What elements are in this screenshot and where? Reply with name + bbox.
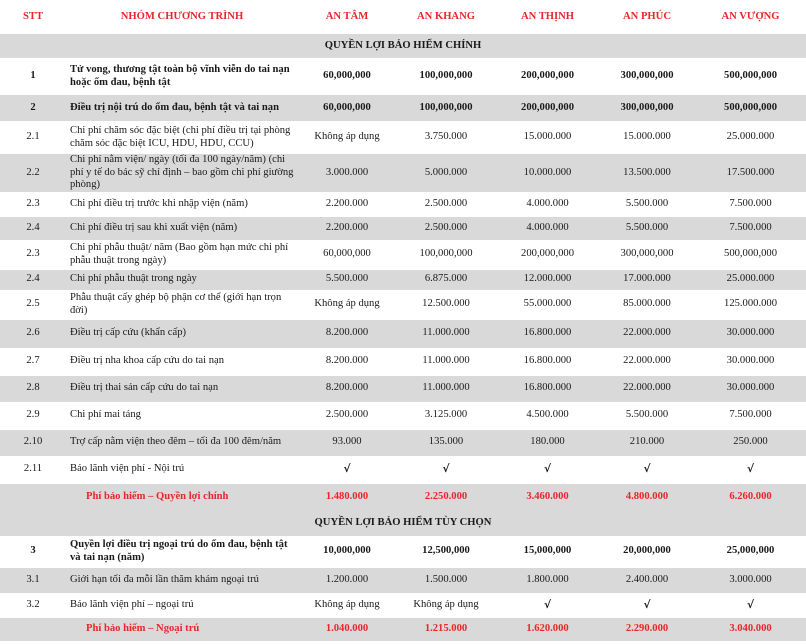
row-value: 2.500.000 [424, 197, 468, 209]
row-benefit-name: Bảo lãnh viện phí – ngoại trú [70, 598, 194, 610]
row-value: 11.000.000 [396, 320, 496, 348]
row-value: 500,000,000 [695, 95, 806, 121]
row-value: 135.000 [396, 430, 496, 456]
row-value: Không áp dụng [314, 598, 380, 610]
row-stt: 2.4 [0, 217, 66, 240]
row-value: 10,000,000 [323, 545, 371, 557]
row-stt: 2 [0, 95, 66, 121]
row-value: 11.000.000 [396, 376, 496, 402]
row-value: 3.125.000 [424, 409, 468, 421]
row-value: 5.500.000 [599, 217, 695, 240]
row-stt: 2.4 [0, 270, 66, 290]
check-icon: √ [643, 598, 651, 611]
header-stt: STT [22, 10, 44, 22]
row-value: 100,000,000 [419, 70, 473, 82]
section-header-row [0, 512, 806, 536]
check-icon: √ [442, 463, 450, 476]
row-stt: 3.1 [0, 568, 66, 593]
row-value: 2.200.000 [298, 217, 396, 240]
row-stt: 2.5 [26, 298, 40, 310]
row-benefit-name: Bảo lãnh viện phí - Nội trú [70, 463, 185, 475]
row-value: 60,000,000 [323, 70, 371, 82]
row-value: 1.200.000 [298, 568, 396, 593]
row-stt: 2.8 [0, 376, 66, 402]
check-icon: √ [543, 463, 552, 476]
row-benefit-name: Chi phí nằm viện/ ngày (tối đa 100 ngày/năm) (chi phí y tế do bác sỹ chỉ định – bao gồm chi phí giường phòng) [66, 154, 298, 192]
row-value: 5.000.000 [396, 154, 496, 192]
row-value: 300,000,000 [599, 95, 695, 121]
row-value: 16.800.000 [496, 320, 599, 348]
row-value: 2.500.000 [325, 409, 369, 421]
row-stt: 2.6 [0, 320, 66, 348]
header-plan-an-phuc: AN PHÚC [623, 10, 671, 22]
row-value: 3.460.000 [496, 484, 599, 512]
row-value: 8.200.000 [325, 355, 369, 367]
check-icon: √ [343, 463, 351, 476]
row-stt: 2.2 [0, 154, 66, 192]
benefit-row [0, 376, 806, 402]
row-stt: 2.9 [26, 409, 40, 421]
row-benefit-name: Điều trị nội trú do ốm đau, bệnh tật và tai nạn [66, 95, 298, 121]
row-value: 2.400.000 [599, 568, 695, 593]
row-benefit-name: Chi phí phẫu thuật/ năm (Bao gồm hạn mức chi phí phẫu thuật trong ngày) [70, 242, 289, 266]
row-value: 100,000,000 [396, 95, 496, 121]
row-value: 60,000,000 [323, 248, 371, 260]
row-value: 8.200.000 [298, 376, 396, 402]
row-value: 55.000.000 [523, 298, 572, 310]
row-value: 13.500.000 [599, 154, 695, 192]
row-value: 5.500.000 [298, 270, 396, 290]
header-plan-an-thinh: AN THỊNH [520, 10, 575, 22]
row-value: 300,000,000 [620, 248, 674, 260]
row-value: 2.500.000 [396, 217, 496, 240]
row-value: 1.500.000 [396, 568, 496, 593]
row-value: 20,000,000 [623, 545, 671, 557]
row-value: 17.500.000 [695, 154, 806, 192]
row-benefit-name: Trợ cấp nằm viện theo đêm – tối đa 100 đêm/năm [66, 430, 298, 456]
premium-row [0, 618, 806, 641]
row-stt: 3.2 [26, 598, 40, 610]
row-stt: 2.11 [23, 463, 43, 475]
row-value: 5.500.000 [625, 197, 669, 209]
row-benefit-name: Điều trị thai sản cấp cứu do tai nạn [66, 376, 298, 402]
row-benefit-name: Điều trị cấp cứu (khẩn cấp) [66, 320, 298, 348]
header-plan-an-vuong: AN VƯỢNG [721, 10, 780, 22]
benefit-row [0, 536, 806, 568]
benefit-row [0, 270, 806, 290]
benefit-row [0, 95, 806, 121]
row-benefit-name: Giới hạn tối đa mỗi lần thăm khám ngoại trú [66, 568, 298, 593]
row-stt [0, 618, 66, 641]
row-value: 11.000.000 [422, 355, 470, 367]
row-benefit-name: Phẫu thuật cấy ghép bộ phận cơ thể (giới hạn trọn đời) [70, 292, 282, 316]
row-value: 100,000,000 [419, 248, 473, 260]
benefit-row [0, 121, 806, 154]
row-value: 4.000.000 [526, 197, 569, 209]
row-value: 93.000 [298, 430, 396, 456]
section-title: QUYỀN LỢI BẢO HIỂM TÙY CHỌN [0, 512, 806, 536]
row-value: 8.200.000 [298, 320, 396, 348]
benefit-row [0, 430, 806, 456]
row-value: 7.500.000 [695, 217, 806, 240]
row-value: 3.000.000 [298, 154, 396, 192]
benefit-row [0, 456, 806, 484]
row-benefit-name: Chi phí mai táng [70, 409, 141, 421]
row-value: 210.000 [599, 430, 695, 456]
row-value: 16.800.000 [523, 355, 572, 367]
row-value: 7.500.000 [729, 197, 772, 209]
row-benefit-name: Quyền lợi điều trị ngoại trú do ốm đau, bệnh tật và tai nạn (năm) [70, 539, 288, 563]
row-value: Không áp dụng [314, 131, 380, 143]
row-value: 1.040.000 [298, 618, 396, 641]
row-value: 85.000.000 [623, 298, 671, 310]
row-value: 1.800.000 [496, 568, 599, 593]
premium-row [0, 484, 806, 512]
benefit-row [0, 402, 806, 430]
row-value: 25.000.000 [726, 131, 775, 143]
check-icon: √ [746, 598, 755, 611]
row-value: 125.000.000 [724, 298, 777, 310]
row-value: 3.750.000 [424, 131, 468, 143]
row-value: 4.000.000 [496, 217, 599, 240]
row-value: 3.000.000 [695, 568, 806, 593]
benefit-row [0, 217, 806, 240]
row-value: 17.000.000 [599, 270, 695, 290]
header-plan-an-tam: AN TÂM [325, 10, 369, 22]
row-value: 500,000,000 [724, 70, 777, 82]
benefit-row [0, 348, 806, 376]
check-icon: √ [746, 463, 755, 476]
header-row [0, 0, 806, 34]
row-value: 200,000,000 [521, 70, 574, 82]
check-icon: √ [543, 598, 552, 611]
row-value: Không áp dụng [314, 298, 380, 310]
row-value: 15,000,000 [523, 545, 572, 557]
row-value: 2.250.000 [396, 484, 496, 512]
row-value: 15.000.000 [523, 131, 572, 143]
row-value: 1.620.000 [496, 618, 599, 641]
benefit-row [0, 320, 806, 348]
row-benefit-name: Phí bảo hiểm – Ngoại trú [66, 618, 298, 641]
benefit-row [0, 58, 806, 95]
row-stt: 2.10 [0, 430, 66, 456]
row-value: 60,000,000 [298, 95, 396, 121]
header-program-group: NHÓM CHƯƠNG TRÌNH [120, 10, 244, 22]
row-value: 180.000 [496, 430, 599, 456]
row-value: 6.260.000 [695, 484, 806, 512]
row-benefit-name: Phí bảo hiểm – Quyền lợi chính [66, 484, 298, 512]
benefit-row [0, 290, 806, 320]
row-benefit-name: Điều trị nha khoa cấp cứu do tai nạn [70, 355, 225, 367]
row-value: 300,000,000 [620, 70, 674, 82]
row-stt: 3 [30, 545, 36, 557]
row-value: 500,000,000 [724, 248, 777, 260]
row-value: 10.000.000 [496, 154, 599, 192]
row-stt: 1 [30, 70, 36, 82]
row-value: 200,000,000 [521, 248, 574, 260]
row-benefit-name: Chi phí điều trị sau khi xuất viện (năm) [66, 217, 298, 240]
row-stt: 2.7 [26, 355, 40, 367]
row-benefit-name: Chi phí điều trị trước khi nhập viện (năm) [70, 197, 248, 209]
row-stt [0, 484, 66, 512]
row-value: 2.200.000 [325, 197, 369, 209]
row-value: 2.290.000 [599, 618, 695, 641]
row-value: Không áp dụng [413, 598, 479, 610]
benefit-row [0, 593, 806, 618]
header-plan-an-khang: AN KHANG [417, 10, 475, 22]
row-stt: 2.3 [26, 248, 40, 260]
row-value: 22.000.000 [623, 355, 671, 367]
row-value: 7.500.000 [729, 409, 772, 421]
row-value: 1.480.000 [298, 484, 396, 512]
row-value: 12.500.000 [422, 298, 470, 310]
row-value: 3.040.000 [695, 618, 806, 641]
row-value: 22.000.000 [599, 320, 695, 348]
row-value: 30.000.000 [726, 355, 775, 367]
row-value: 1.215.000 [396, 618, 496, 641]
section-header-row [0, 34, 806, 58]
row-benefit-name: Chi phí chăm sóc đặc biệt (chi phí điều trị tại phòng chăm sóc đặc biệt ICU, HDU, HDU, CCU) [70, 125, 291, 149]
row-benefit-name: Chi phí phẫu thuật trong ngày [66, 270, 298, 290]
row-value: 200,000,000 [496, 95, 599, 121]
benefit-row [0, 568, 806, 593]
row-value: 5.500.000 [625, 409, 669, 421]
section-title: QUYỀN LỢI BẢO HIỂM CHÍNH [0, 34, 806, 58]
row-value: 250.000 [695, 430, 806, 456]
benefit-row [0, 192, 806, 217]
row-stt: 2.3 [26, 197, 40, 209]
check-icon: √ [643, 463, 651, 476]
row-value: 16.800.000 [496, 376, 599, 402]
row-value: 4.800.000 [599, 484, 695, 512]
row-stt: 2.1 [26, 131, 40, 143]
row-value: 25,000,000 [726, 545, 775, 557]
row-value: 12.000.000 [496, 270, 599, 290]
benefit-row [0, 240, 806, 270]
row-value: 15.000.000 [623, 131, 671, 143]
row-value: 30.000.000 [695, 320, 806, 348]
row-value: 22.000.000 [599, 376, 695, 402]
row-value: 6.875.000 [396, 270, 496, 290]
row-value: 4.500.000 [526, 409, 569, 421]
row-value: 25.000.000 [695, 270, 806, 290]
benefit-row [0, 154, 806, 192]
row-value: 12,500,000 [422, 545, 470, 557]
row-benefit-name: Tử vong, thương tật toàn bộ vĩnh viễn do tai nạn hoặc ốm đau, bệnh tật [70, 64, 290, 88]
row-value: 30.000.000 [695, 376, 806, 402]
